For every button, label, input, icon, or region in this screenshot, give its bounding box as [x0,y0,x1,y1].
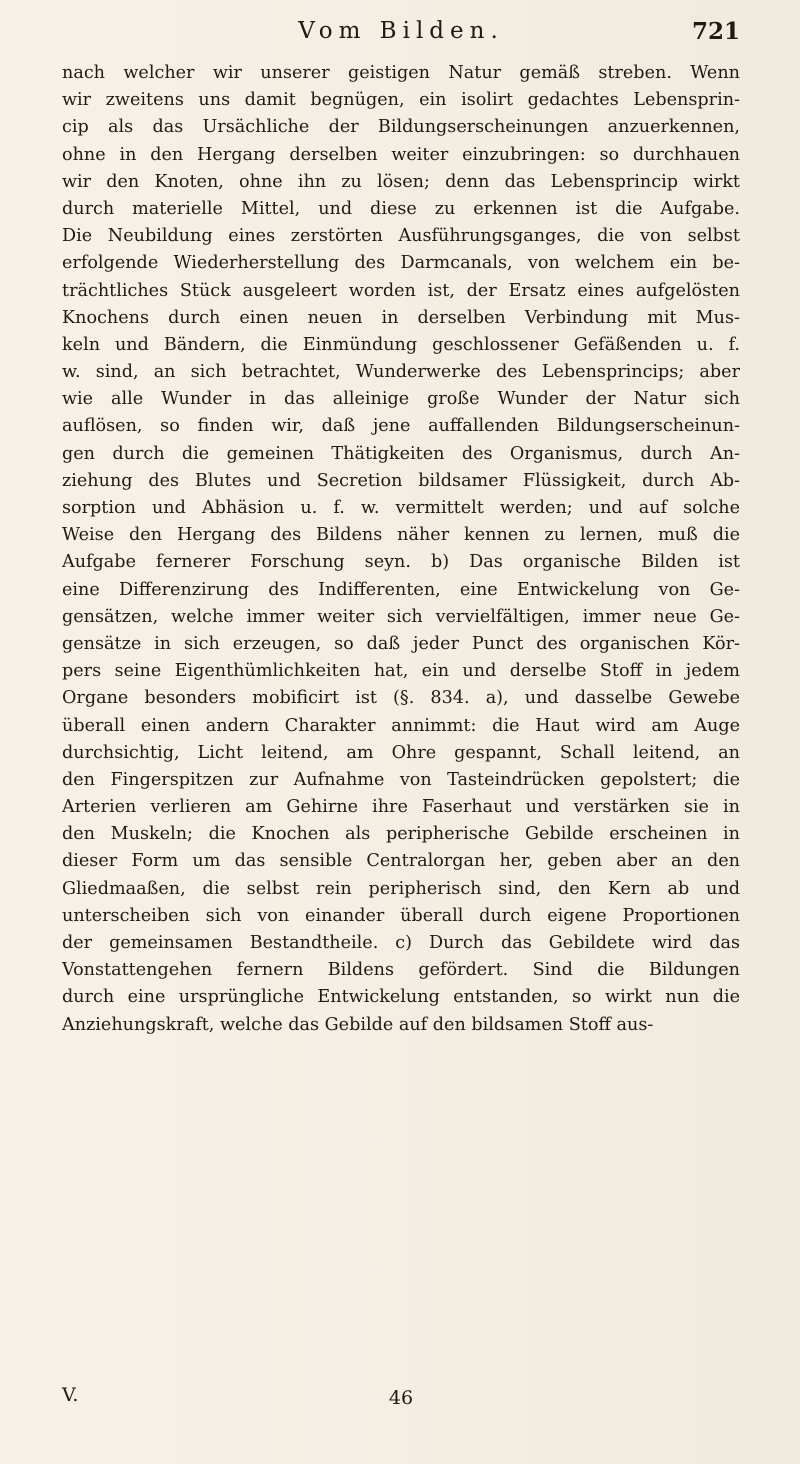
text-line: überall einen andern Charakter annimmt: die Haut wird am Auge [62,715,740,736]
text-line: den Muskeln; die Knochen als peripherische Gebilde erscheinen in [62,824,740,845]
text-line: gen durch die gemeinen Thätigkeiten des Organismus, durch An- [62,443,740,464]
text-line: wir zweitens uns damit begnügen, ein isolirt gedachtes Lebensprin- [62,90,740,111]
text-line: Arterien verlieren am Gehirne ihre Faserhaut und verstärken sie in [62,797,740,818]
text-line: durch eine ursprüngliche Entwickelung entstanden, so wirkt nun die [62,987,740,1008]
text-line: durchsichtig, Licht leitend, am Ohre gespannt, Schall leitend, an [62,742,740,763]
text-line: ohne in den Hergang derselben weiter einzubringen: so durchhauen [62,144,740,165]
text-line: erfolgende Wiederherstellung des Darmcanals, von welchem ein be- [62,253,740,274]
text-line: gensätzen, welche immer weiter sich vervielfältigen, immer neue Ge- [62,606,740,627]
text-line: Organe besonders mobificirt ist (§. 834. a), und dasselbe Gewebe [62,688,740,709]
text-line: der gemeinsamen Bestandtheile. c) Durch das Gebildete wird das [62,933,740,953]
text-line: Die Neubildung eines zerstörten Ausführungsganges, die von selbst [62,226,740,247]
text-line: cip als das Ursächliche der Bildungserscheinungen anzuerkennen, [62,117,740,138]
page-number: 721 [691,18,740,45]
sheet-number: 46 [388,1387,414,1409]
text-line: ziehung des Blutes und Secretion bildsamer Flüssigkeit, durch Ab- [62,470,740,491]
text-line: dieser Form um das sensible Centralorgan her, geben aber an den [62,851,740,872]
text-line: unterscheiben sich von einander überall durch eigene Proportionen [62,905,740,926]
text-line: nach welcher wir unserer geistigen Natur gemäß streben. Wenn [62,63,740,83]
running-title: Vom Bilden. [298,18,504,44]
page-header [62,14,740,54]
text-line: auflösen, so finden wir, daß jene auffallenden Bildungserscheinun- [62,416,740,437]
text-line: gensätze in sich erzeugen, so daß jeder Punct des organischen Kör- [62,633,740,654]
text-line: Anziehungskraft, welche das Gebilde auf den bildsamen Stoff aus- [62,1014,654,1035]
text-line: Vonstattengehen fernern Bildens gefördert. Sind die Bildungen [62,960,740,981]
text-line: Aufgabe fernerer Forschung seyn. b) Das organische Bilden ist [62,552,740,573]
text-line: Weise den Hergang des Bildens näher kennen zu lernen, muß die [62,525,740,546]
body-text [62,60,740,1039]
text-line: durch materielle Mittel, und diese zu erkennen ist die Aufgabe. [62,198,740,219]
text-line: trächtliches Stück ausgeleert worden ist, der Ersatz eines aufgelösten [62,280,740,301]
text-line: Knochens durch einen neuen in derselben Verbindung mit Mus- [62,307,740,328]
text-line: sorption und Abhäsion u. f. w. vermittelt werden; und auf solche [62,498,740,518]
text-line: wir den Knoten, ohne ihn zu lösen; denn das Lebensprincip wirkt [62,171,740,192]
signature-mark: V. [62,1384,79,1406]
text-line: wie alle Wunder in das alleinige große Wunder der Natur sich [62,389,740,410]
text-line: eine Differenzirung des Indifferenten, eine Entwickelung von Ge- [62,579,740,600]
text-line: Gliedmaaßen, die selbst rein peripherisch sind, den Kern ab und [62,878,740,899]
text-line: pers seine Eigenthümlichkeiten hat, ein und derselbe Stoff in jedem [62,661,740,682]
text-line: keln und Bändern, die Einmündung geschlossener Gefäßenden u. f. [62,334,740,355]
text-line: den Fingerspitzen zur Aufnahme von Tasteindrücken gepolstert; die [62,769,740,790]
text-line: w. sind, an sich betrachtet, Wunderwerke des Lebensprincips; aber [62,362,740,383]
page-footer [62,1384,740,1412]
